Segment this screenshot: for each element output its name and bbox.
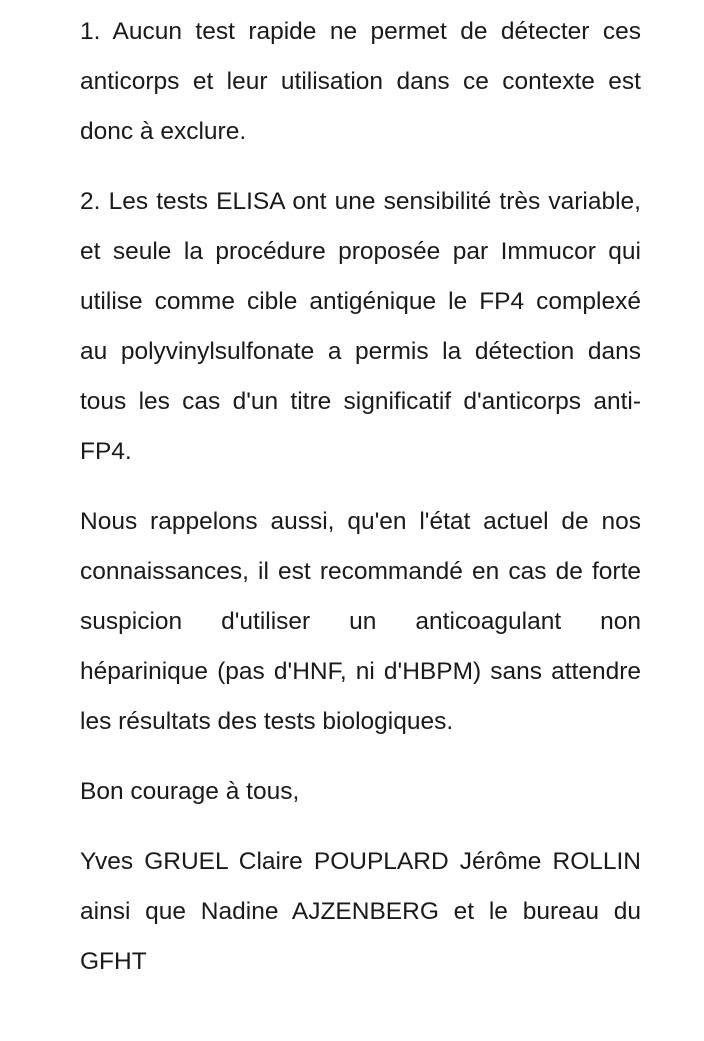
- document-body: [80, 7, 641, 987]
- paragraph-rapid-test: 1. Aucun test rapide ne permet de détecter ces anticorps et leur utilisation dans ce contexte est donc à exclure.: [80, 18, 641, 145]
- paragraph-signature: Yves GRUEL Claire POUPLARD Jérôme ROLLIN ainsi que Nadine AJZENBERG et le bureau du GFHT: [80, 848, 641, 975]
- paragraph-elisa-tests: 2. Les tests ELISA ont une sensibilité très variable, et seule la procédure proposée par Immucor qui utilise comme cible antigénique le FP4 complexé au polyvinylsulfonate a permis la détection dans tous les cas d'un titre significatif d'anticorps anti-FP4.: [80, 188, 641, 465]
- paragraph-closing: Bon courage à tous,: [80, 778, 300, 805]
- paragraph-recommendation: Nous rappelons aussi, qu'en l'état actuel de nos connaissances, il est recommandé en cas de forte suspicion d'utiliser un anticoagulant non héparinique (pas d'HNF, ni d'HBPM) sans attendre les résultats des tests biologiques.: [80, 508, 641, 735]
